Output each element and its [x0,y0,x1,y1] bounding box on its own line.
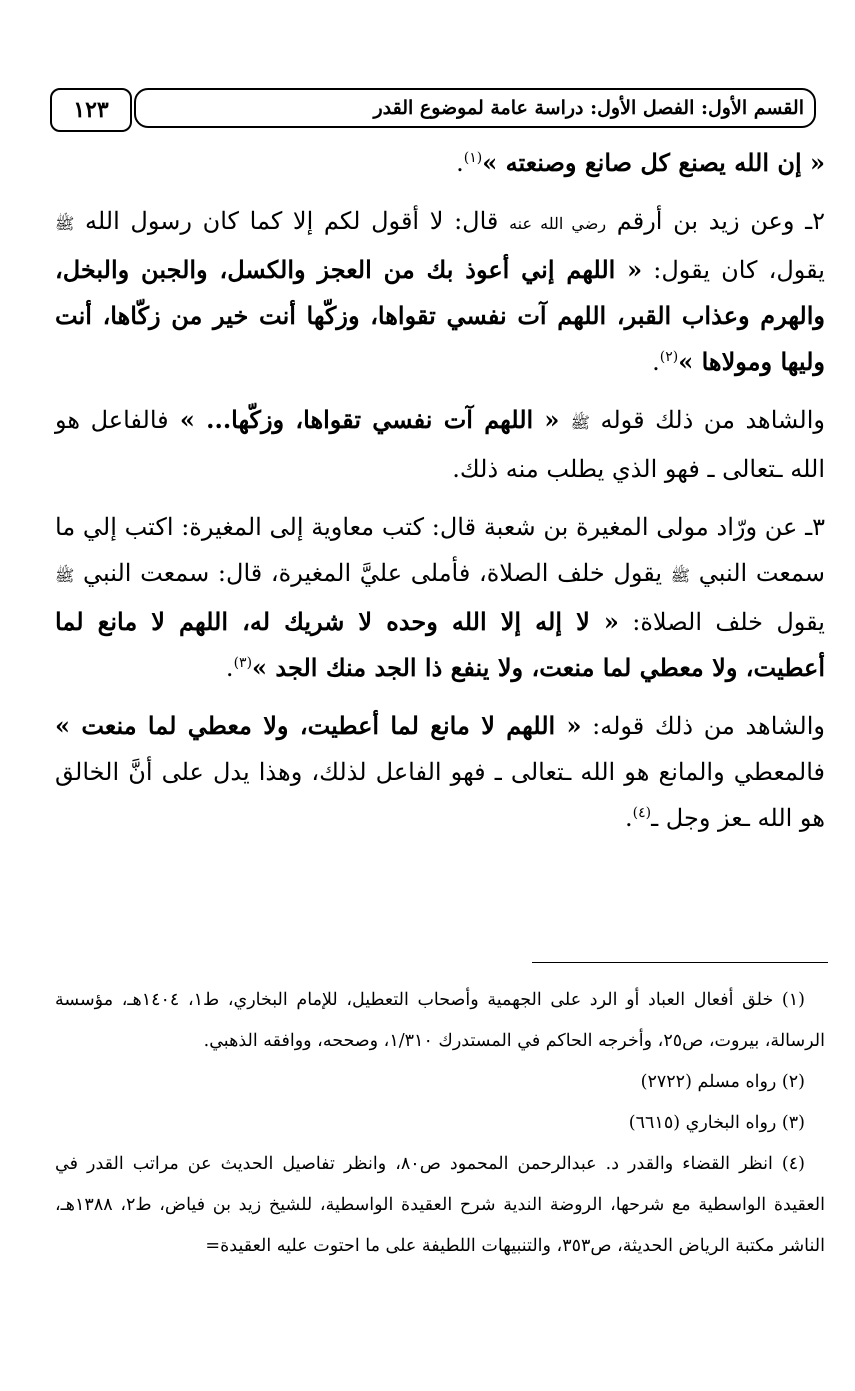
text-segment: فالمعطي والمانع هو الله ـتعالى ـ فهو الفاعل لذلك، وهذا يدل على أنَّ الخالق هو الله ـعز وجل ـ [55,758,825,832]
period: . [625,804,633,832]
footnote-separator [532,962,828,963]
text-segment: قال: لا أقول لكم إلا كما كان رسول الله [84,207,510,235]
hadith-quote: « اللهم آت نفسي تقواها، وزكّها... » [168,405,571,434]
hadith-quote: « اللهم إني أعوذ بك من العجز والكسل، والجبن والبخل، والهرم وعذاب القبر، اللهم آت نفسي تقواها، وزكّها أنت خير من زكّاها، أنت وليها ومولاها » [55,255,825,376]
main-text [55,140,825,853]
period: . [456,149,464,177]
text-segment: يقول خلف الصلاة، فأملى عليَّ المغيرة، قال: سمعت النبي [83,559,671,587]
text-segment: والشاهد من ذلك قوله [600,406,825,434]
salawat-glyph: ﷺ [570,413,590,432]
text-segment: ٢ـ وعن زيد بن أرقم [616,207,825,235]
header-title: القسم الأول: الفصل الأول: دراسة عامة لموضوع القدر [134,88,816,128]
salawat-glyph: ﷺ [670,566,691,585]
running-header [50,88,820,132]
paragraph-1 [55,140,825,186]
salawat-glyph: ﷺ [55,566,75,585]
page-number: ١٢٣ [50,88,132,132]
footnote-1: (١) خلق أفعال العباد أو الرد على الجهمية وأصحاب التعطيل، للإمام البخاري، ط١، ١٤٠٤هـ، مؤسسة الرسالة، بيروت، ص٢٥، وأخرجه الحاكم في المستدرك ١/٣١٠، وصححه، ووافقه الذهبي. [55,990,825,1051]
honorific-glyph: رضي الله عنه [509,214,607,233]
period: . [225,654,234,682]
text-segment: والشاهد من ذلك قوله: [581,712,825,740]
footnote-3: (٣) رواه البخاري (٦٦١٥) [628,1113,805,1133]
paragraph-2 [55,198,825,385]
footnote-ref: (٤) [632,805,652,821]
text-segment: ٣ـ عن ورّاد مولى المغيرة بن شعبة قال: كتب معاوية إلى المغيرة: اكتب إلي ما سمعت النبي [55,513,826,587]
footnote-2: (٢) رواه مسلم (٢٧٢٢) [640,1072,805,1092]
paragraph-3 [55,397,825,492]
footnotes [55,980,825,1267]
paragraph-4 [55,504,825,691]
text-segment: فالفاعل هو الله ـتعالى ـ فهو الذي يطلب منه ذلك. [55,406,825,483]
hadith-quote: « اللهم لا مانع لما أعطيت، ولا معطي لما منعت » [55,711,582,740]
paragraph-5 [55,703,825,841]
salawat-glyph: ﷺ [55,214,75,233]
text-segment: يقول، كان يقول: [642,256,825,284]
hadith-quote: « لا إله إلا الله وحده لا شريك له، اللهم لا مانع لما أعطيت، ولا معطي لما منعت، ولا ينفع ذا الجد منك الجد » [55,607,825,682]
footnote-ref: (١) [463,150,483,166]
text-segment: يقول خلف الصلاة: [618,608,825,636]
footnote-4: (٤) انظر القضاء والقدر د. عبدالرحمن المحمود ص٨٠، وانظر تفاصيل الحديث عن مراتب القدر في العقيدة الواسطية مع شرحها، الروضة الندية شرح العقيدة الواسطية، للشيخ زيد بن فياض، ط٢، ١٣٨٨هـ، الناشر مكتبة الرياض الحديثة، ص٣٥٣، والتنبيهات اللطيفة على ما احتوت عليه العقيدة= [55,1154,825,1256]
footnote-ref: (٣) [233,655,253,671]
hadith-quote: « إن الله يصنع كل صانع وصنعته » [482,148,825,177]
period: . [652,348,660,376]
footnote-ref: (٢) [659,349,679,365]
